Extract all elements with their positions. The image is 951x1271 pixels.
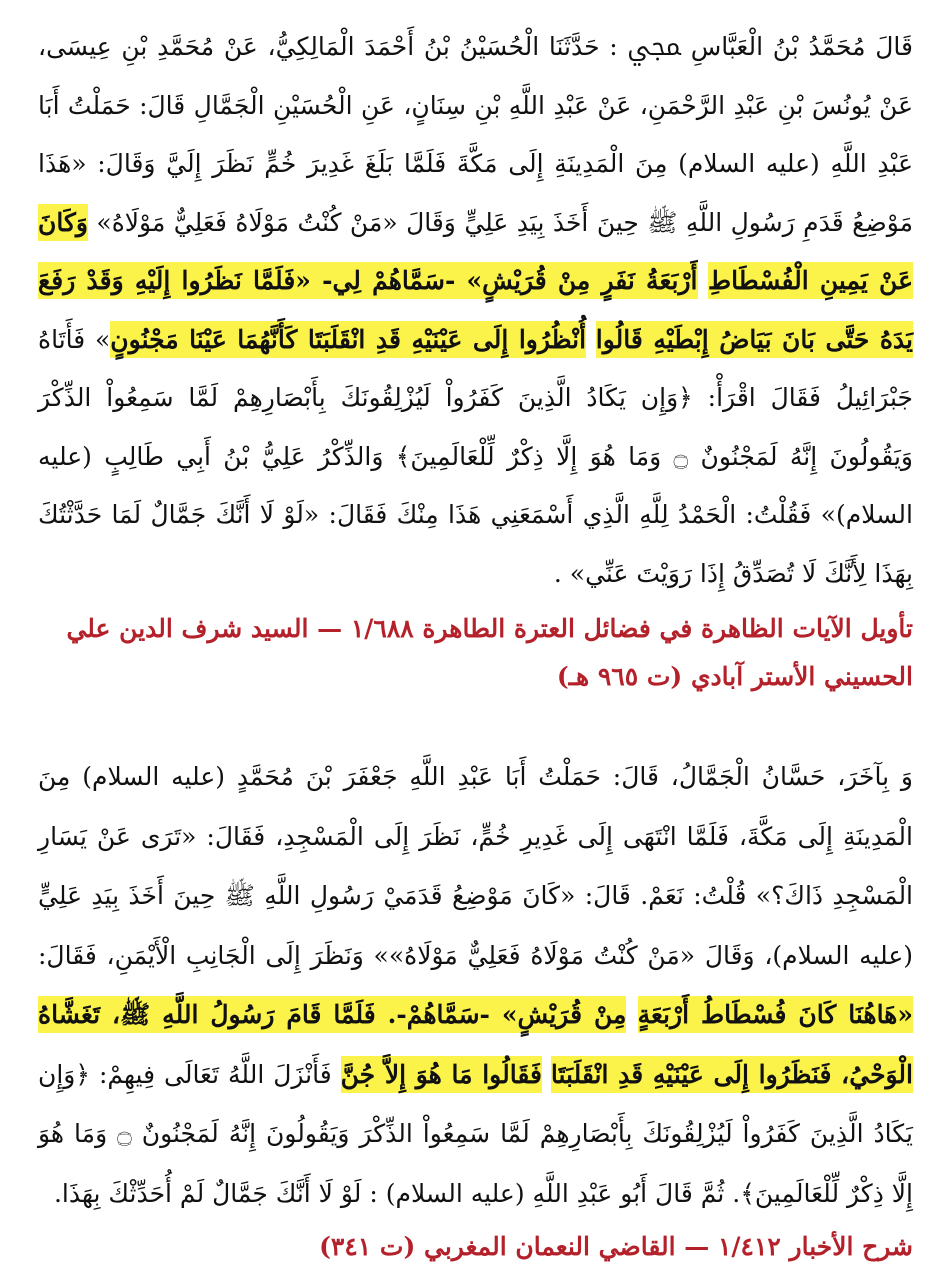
source-citation-2 [38, 1223, 913, 1271]
highlighted-text: أَرْبَعَةُ نَفَرٍ مِنْ قُرَيْشٍ» -سَمَّاهُمْ لِي- «فَلَمَّا نَظَرُوا إِلَيْهِ وَقَدْ رَفَعَ يَدَهُ حَتَّى بَانَ بَيَاضُ إِبْطَيْهِ قَالُوا [38, 262, 913, 358]
passage-1-line-3: عَبْدِ اللَّهِ (عليه السلام) مِنَ الْمَدِينَةِ إِلَى مَكَّةَ فَلَمَّا بَلَغَ غَدِيرَ خُمٍّ نَظَرَ إِلَيَّ وَقَالَ: «هَذَا مَوْضِعُ قَدَمِ رَسُولِ [38, 149, 914, 237]
passage-2-line-2: إِلَى مَكَّةَ، فَلَمَّا انْتَهَى إِلَى غَدِيرِ خُمٍّ، نَظَرَ إِلَى الْمَسْجِدِ، فَقَالَ: «تَرَى عَنْ يَسَارِ الْمَسْجِدِ [38, 821, 914, 910]
passage-1-line-1: قَالَ مُحَمَّدُ بْنُ الْعَبَّاسِ ﷀ : حَدَّثَنَا الْحُسَيْنُ بْنُ أَحْمَدَ الْمَالِكِيُّ، عَنْ مُحَمَّدِ بْنِ عِيسَى، [38, 32, 913, 61]
highlighted-text: فَقَالُوا مَا هُوَ إِلاَّ جُنَّ [341, 1056, 542, 1093]
hadith-passage-1 [38, 18, 913, 603]
passage-2-tail-1: فَأَنْزَلَ اللَّهُ تَعَالَى فِيهِمْ: ﴿وَإِن يَكَادُ الَّذِينَ كَفَرُواْ لَيُزْلِقُونَكَ بِأَبْصَارِهِمْ لَمَّا [38, 1059, 913, 1148]
passage-1-text [38, 18, 913, 603]
highlighted-text: أُنْظُرُوا إِلَى عَيْنَيْهِ قَدِ انْقَلَبَتَا كَأَنَّهُمَا عَيْنَا مَجْنُونٍ [110, 321, 586, 358]
source-citation-1 [38, 605, 913, 701]
hadith-passage-2 [38, 747, 913, 1223]
passage-2-tail-3: لَوْ لَا أَنَّكَ جَمَّالٌ لَمْ أُحَدِّثْكَ بِهَذَا. [53, 1178, 362, 1208]
passage-1-tail-1: » فَأَتَاهُ جَبْرَائِيلُ فَقَالَ اقْرَأْ: ﴿وَإِن يَكَادُ الَّذِينَ [38, 324, 913, 412]
highlighted-text: مِنْ قُرَيْشٍ» -سَمَّاهُمْ-. فَلَمَّا قَامَ رَسُولُ اللَّهِ ﷺ، تَغَشَّاهُ الْوَحْيُ، فَنَظَرُوا إِلَى عَيْنَيْهِ قَدِ انْقَلَبَتَا [38, 996, 913, 1093]
source-1-line-2: الحسيني الأستر آبادي (ت ٩٦٥ هـ) [556, 662, 913, 691]
passage-2-line-3: ذَاكَ؟» قُلْتُ: نَعَمْ. قَالَ: «كَانَ مَوْضِعُ قَدَمَيْ رَسُولِ اللَّهِ ﷺ حِينَ أَخَذَ بِيَدِ عَلِيٍّ (عليه السلام)، وَقَالَ [38, 881, 913, 970]
highlighted-text: وَكَانَ عَنْ يَمِينِ الْفُسْطَاطِ [38, 204, 913, 300]
highlighted-text: «هَاهُنَا كَانَ فُسْطَاطُ أَرْبَعَةٍ [638, 996, 913, 1033]
passage-2-tail-2: سَمِعُواْ الذِّكْرَ وَيَقُولُونَ إِنَّهُ لَمَجْنُونٌ ۝ وَمَا هُوَ إِلَّا ذِكْرٌ لِّلْعَالَمِينَ﴾. ثُمَّ قَالَ أَبُو عَبْدِ اللَّهِ (عليه السلام) : [38, 1119, 913, 1208]
passage-2-text [38, 747, 913, 1223]
passage-1-tail-4: فَقَالَ: «لَوْ لَا أَنَّكَ جَمَّالٌ لَمَا حَدَّثْتُكَ بِهَذَا لِأَنَّكَ لَا تُصَدِّقُ إِذَا رَوَيْتَ عَنِّي» . [38, 500, 913, 588]
passage-2-line-4: «مَنْ كُنْتُ مَوْلَاهُ فَعَلِيٌّ مَوْلَاهُ»» وَنَظَرَ إِلَى الْجَانِبِ الْأَيْمَنِ، فَقَالَ: [38, 940, 696, 970]
source-1-line-1: تأويل الآيات الظاهرة في فضائل العترة الطاهرة ١/٦٨٨ — السيد شرف الدين علي [66, 614, 913, 643]
source-2-line-1: شرح الأخبار ١/٤١٢ — القاضي النعمان المغربي (ت ٣٤١) [319, 1232, 913, 1261]
passage-1-tail-3: لِّلْعَالَمِينَ﴾ وَالذِّكْرُ عَلِيُّ بْنُ أَبِي طَالِبٍ (عليه السلام)» فَقُلْتُ: الْحَمْدُ لِلَّهِ الَّذِي أَسْمَعَنِي هَذَا مِنْكَ [38, 441, 913, 529]
passage-1-line-2: عَنْ يُونُسَ بْنِ عَبْدِ الرَّحْمَنِ، عَنْ عَبْدِ اللَّهِ بْنِ سِنَانٍ، عَنِ الْحُسَيْنِ الْجَمَّالِ قَالَ: حَمَلْتُ أَبَا [38, 90, 913, 120]
passage-2-line-1: وَ بِآخَرَ، حَسَّانُ الْجَمَّالُ، قَالَ: حَمَلْتُ أَبَا عَبْدِ اللَّهِ جَعْفَرَ بْنَ مُحَمَّدٍ (عليه السلام) مِنَ الْمَدِينَةِ [38, 762, 913, 851]
passage-1-tail-2: كَفَرُواْ لَيُزْلِقُونَكَ بِأَبْصَارِهِمْ لَمَّا سَمِعُواْ الذِّكْرَ وَيَقُولُونَ إِنَّهُ لَمَجْنُونٌ ۝ وَمَا هُوَ إِلَّا ذِكْرٌ [38, 383, 913, 471]
passage-1-line-4: اللَّهِ ﷺ حِينَ أَخَذَ بِيَدِ عَلِيٍّ وَقَالَ «مَنْ كُنْتُ مَوْلَاهُ فَعَلِيٌّ مَوْلَاهُ» [96, 207, 723, 237]
